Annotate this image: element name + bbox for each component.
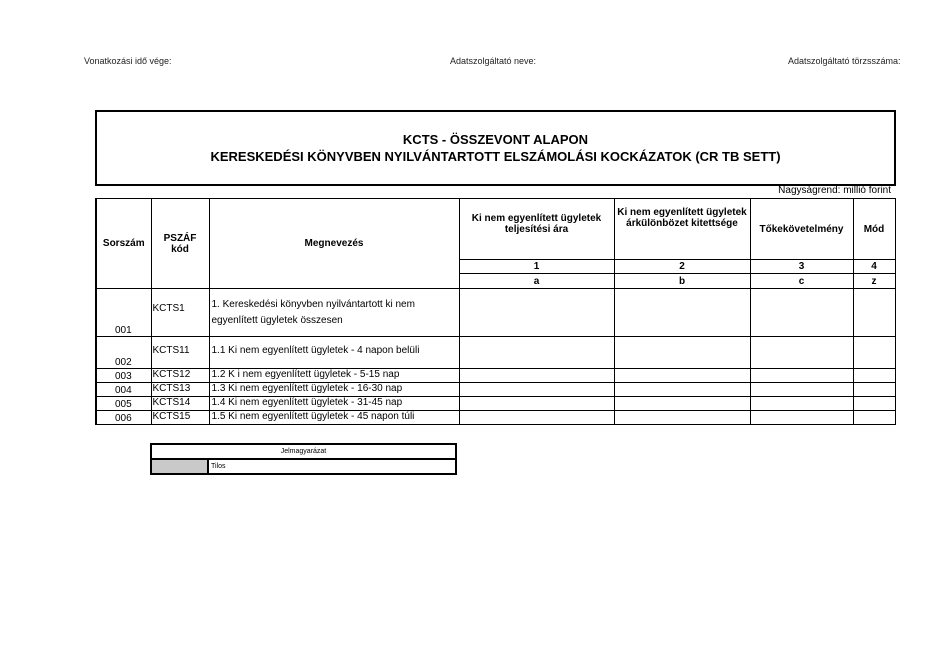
table-row [96, 289, 895, 337]
input-cell-c[interactable] [750, 369, 853, 383]
legend-box [150, 443, 457, 475]
table-row [96, 369, 895, 383]
table-row [96, 397, 895, 411]
input-cell-c[interactable] [750, 397, 853, 411]
row-sorszam: 003 [96, 369, 151, 383]
table-row [96, 411, 895, 425]
header-col-3: Tőkekövetelmény [750, 199, 853, 260]
row-code: KCTS1 [151, 289, 209, 337]
col-letter-1: a [459, 274, 614, 289]
input-cell-c[interactable] [750, 411, 853, 425]
col-letter-3: c [750, 274, 853, 289]
row-name: 1.1 Ki nem egyenlített ügyletek - 4 napon belüli [209, 337, 459, 369]
row-code: KCTS13 [151, 383, 209, 397]
input-cell-a[interactable] [459, 337, 614, 369]
row-name: 1.3 Ki nem egyenlített ügyletek - 16-30 nap [209, 383, 459, 397]
input-cell-a[interactable] [459, 369, 614, 383]
legend-title: Jelmagyarázat [151, 444, 456, 459]
col-number-3: 3 [750, 260, 853, 274]
input-cell-b[interactable] [614, 383, 750, 397]
row-code: KCTS14 [151, 397, 209, 411]
header-megnevezes: Megnevezés [209, 199, 459, 289]
input-cell-a[interactable] [459, 383, 614, 397]
provider-name-label: Adatszolgáltató neve: [450, 56, 537, 66]
row-name: 1.4 Ki nem egyenlített ügyletek - 31-45 nap [209, 397, 459, 411]
row-name: 1. Kereskedési könyvben nyilvántartott ki nem egyenlített ügyletek összesen [209, 289, 459, 337]
input-cell-a[interactable] [459, 411, 614, 425]
row-sorszam: 006 [96, 411, 151, 425]
col-letter-4: z [853, 274, 895, 289]
input-cell-z[interactable] [853, 289, 895, 337]
input-cell-z[interactable] [853, 397, 895, 411]
col-number-1: 1 [459, 260, 614, 274]
input-cell-c[interactable] [750, 337, 853, 369]
title-box [95, 110, 896, 186]
input-cell-a[interactable] [459, 397, 614, 411]
input-cell-z[interactable] [853, 369, 895, 383]
row-code: KCTS15 [151, 411, 209, 425]
unit-label: Nagyságrend: millió forint [778, 185, 891, 196]
row-name: 1.2 K i nem egyenlített ügyletek - 5-15 nap [209, 369, 459, 383]
input-cell-c[interactable] [750, 289, 853, 337]
header-pszaf-kod: PSZÁF kód [151, 199, 209, 289]
input-cell-b[interactable] [614, 369, 750, 383]
row-code: KCTS12 [151, 369, 209, 383]
row-sorszam: 001 [96, 289, 151, 337]
input-cell-b[interactable] [614, 411, 750, 425]
header-col-1: Ki nem egyenlített ügyletek teljesítési ára [459, 199, 614, 260]
input-cell-b[interactable] [614, 397, 750, 411]
input-cell-z[interactable] [853, 411, 895, 425]
legend-label: Tilos [208, 459, 456, 474]
title-line-2: KERESKEDÉSI KÖNYVBEN NYILVÁNTARTOTT ELSZÁMOLÁSI KOCKÁZATOK (CR TB SETT) [210, 149, 781, 164]
input-cell-b[interactable] [614, 337, 750, 369]
table-row [96, 383, 895, 397]
col-number-4: 4 [853, 260, 895, 274]
legend-swatch [151, 459, 208, 474]
table-row [96, 337, 895, 369]
header-col-4: Mód [853, 199, 895, 260]
row-sorszam: 002 [96, 337, 151, 369]
provider-id-label: Adatszolgáltató törzsszáma: [788, 56, 901, 66]
row-name: 1.5 Ki nem egyenlített ügyletek - 45 napon túli [209, 411, 459, 425]
reference-date-label: Vonatkozási idő vége: [84, 56, 172, 66]
row-code: KCTS11 [151, 337, 209, 369]
row-sorszam: 005 [96, 397, 151, 411]
header-col-2: Ki nem egyenlített ügyletek árkülönbözet kitettsége [614, 199, 750, 260]
input-cell-a[interactable] [459, 289, 614, 337]
report-table [95, 198, 896, 425]
col-letter-2: b [614, 274, 750, 289]
row-sorszam: 004 [96, 383, 151, 397]
title-line-1: KCTS - ÖSSZEVONT ALAPON [402, 132, 589, 147]
header-sorszam: Sorszám [96, 199, 151, 289]
col-number-2: 2 [614, 260, 750, 274]
input-cell-z[interactable] [853, 383, 895, 397]
input-cell-b[interactable] [614, 289, 750, 337]
input-cell-c[interactable] [750, 383, 853, 397]
input-cell-z[interactable] [853, 337, 895, 369]
